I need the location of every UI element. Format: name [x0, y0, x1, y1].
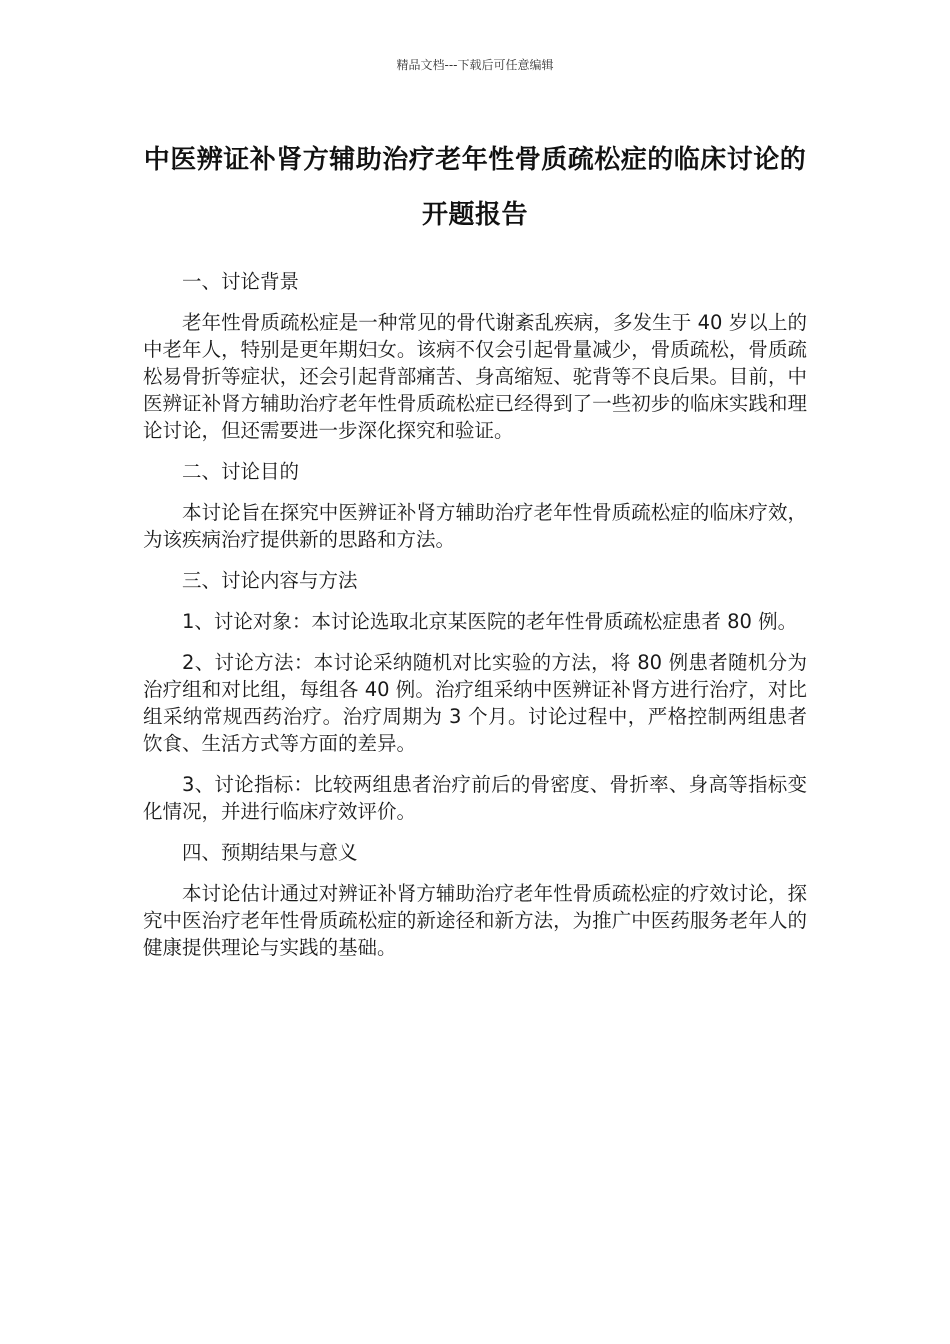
- paragraph-methods: 2、讨论方法：本讨论采纳随机对比实验的方法，将 80 例患者随机分为治疗组和对比组，每组各 40 例。治疗组采纳中医辨证补肾方进行治疗，对比组采纳常规西药治疗。治疗周期为 3 个月。讨论过程中，严格控制两组患者饮食、生活方式等方面的差异。: [143, 651, 807, 755]
- section-heading-expected-results: 四、预期结果与意义: [182, 841, 358, 864]
- paragraph-expected-results: 本讨论估计通过对辨证补肾方辅助治疗老年性骨质疏松症的疗效讨论，探究中医治疗老年性骨质疏松症的新途径和新方法，为推广中医药服务老年人的健康提供理论与实践的基础。: [143, 882, 807, 959]
- paragraph-purpose: 本讨论旨在探究中医辨证补肾方辅助治疗老年性骨质疏松症的临床疗效，为该疾病治疗提供新的思路和方法。: [143, 501, 807, 551]
- page-header: 精品文档---下载后可任意编辑: [396, 58, 554, 72]
- section-heading-background: 一、讨论背景: [182, 270, 300, 293]
- paragraph-indicators: 3、讨论指标：比较两组患者治疗前后的骨密度、骨折率、身高等指标变化情况，并进行临床疗效评价。: [143, 773, 807, 823]
- paragraph-background: 老年性骨质疏松症是一种常见的骨代谢紊乱疾病，多发生于 40 岁以上的中老年人，特别是更年期妇女。该病不仅会引起骨量减少，骨质疏松，骨质疏松易骨折等症状，还会引起背部痛苦、身高缩短、驼背等不良后果。目前，中医辨证补肾方辅助治疗老年性骨质疏松症已经得到了一些初步的临床实践和理论讨论，但还需要进一步深化探究和验证。: [143, 311, 807, 442]
- paragraph-subjects: 1、讨论对象：本讨论选取北京某医院的老年性骨质疏松症患者 80 例。: [182, 610, 798, 633]
- document-body: [143, 268, 807, 975]
- section-heading-purpose: 二、讨论目的: [182, 460, 300, 483]
- document-title: 中医辨证补肾方辅助治疗老年性骨质疏松症的临床讨论的开题报告: [143, 145, 807, 230]
- section-heading-content-methods: 三、讨论内容与方法: [182, 569, 358, 592]
